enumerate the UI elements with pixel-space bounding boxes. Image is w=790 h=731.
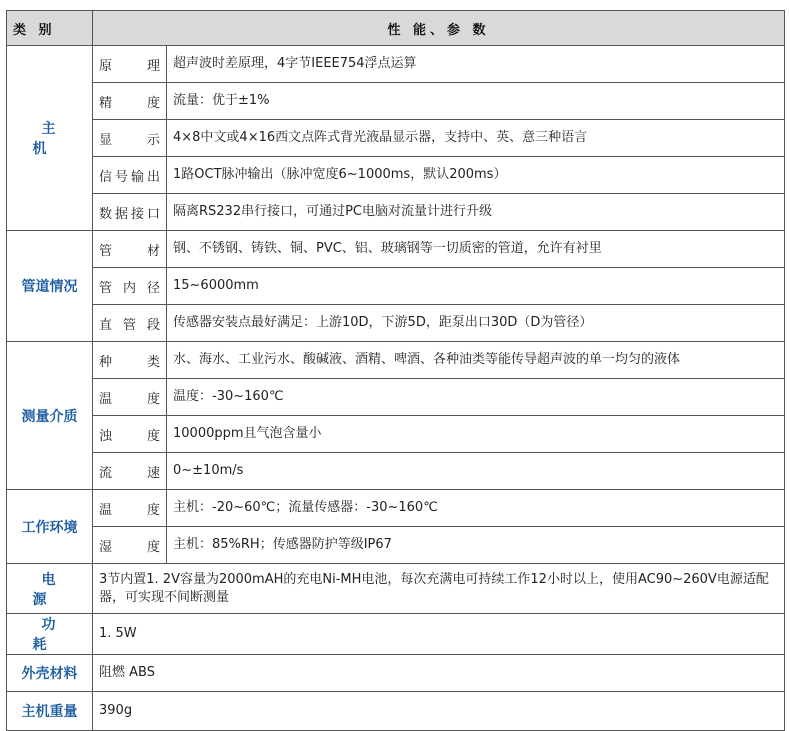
spec-table	[6, 10, 785, 731]
row-value: 钢、不锈钢、铸铁、铜、PVC、铝、玻璃钢等一切质密的管道，允许有衬里	[167, 231, 785, 268]
row-value: 1. 5W	[93, 614, 785, 655]
row-value: 温度：-30~160℃	[167, 379, 785, 416]
category-power: 电 源	[7, 564, 93, 614]
row-value: 1路OCT脉冲输出（脉冲宽度6~1000ms，默认200ms）	[167, 157, 785, 194]
category-consumption: 功 耗	[7, 614, 93, 655]
table-row	[7, 614, 785, 655]
row-label: 流速	[93, 453, 167, 490]
row-label: 温度	[93, 490, 167, 527]
row-value: 隔离RS232串行接口，可通过PC电脑对流量计进行升级	[167, 194, 785, 231]
header-category: 类 别	[7, 11, 93, 46]
category-host: 主 机	[7, 46, 93, 231]
table-row	[7, 305, 785, 342]
spec-table-wrapper	[6, 10, 784, 731]
table-row	[7, 564, 785, 614]
row-value: 390g	[93, 692, 785, 731]
row-value: 0~±10m/s	[167, 453, 785, 490]
table-row	[7, 655, 785, 692]
table-row	[7, 527, 785, 564]
row-label: 直管段	[93, 305, 167, 342]
table-row	[7, 157, 785, 194]
category-weight: 主机重量	[7, 692, 93, 731]
header-params: 性 能、参 数	[93, 11, 785, 46]
row-value: 流量：优于±1%	[167, 83, 785, 120]
table-row	[7, 342, 785, 379]
row-label: 精度	[93, 83, 167, 120]
category-medium: 测量介质	[7, 342, 93, 490]
table-header-row	[7, 11, 785, 46]
table-row	[7, 194, 785, 231]
row-label: 种类	[93, 342, 167, 379]
table-row	[7, 416, 785, 453]
row-value: 15~6000mm	[167, 268, 785, 305]
row-value: 阻燃 ABS	[93, 655, 785, 692]
category-housing: 外壳材料	[7, 655, 93, 692]
table-row	[7, 120, 785, 157]
row-value: 4×8中文或4×16西文点阵式背光液晶显示器，支持中、英、意三种语言	[167, 120, 785, 157]
row-value: 传感器安装点最好满足：上游10D，下游5D，距泵出口30D（D为管径）	[167, 305, 785, 342]
table-row	[7, 453, 785, 490]
row-label: 信号输出	[93, 157, 167, 194]
table-row	[7, 490, 785, 527]
table-row	[7, 379, 785, 416]
table-row	[7, 231, 785, 268]
row-value: 3节内置1. 2V容量为2000mAH的充电Ni-MH电池，每次充满电可持续工作12小时以上，使用AC90~260V电源适配器，可实现不间断测量	[93, 564, 785, 614]
table-row	[7, 46, 785, 83]
category-environment: 工作环境	[7, 490, 93, 564]
row-label: 原理	[93, 46, 167, 83]
row-label: 显示	[93, 120, 167, 157]
row-label: 数据接口	[93, 194, 167, 231]
row-value: 主机：-20~60℃；流量传感器：-30~160℃	[167, 490, 785, 527]
category-pipe: 管道情况	[7, 231, 93, 342]
row-value: 主机：85%RH；传感器防护等级IP67	[167, 527, 785, 564]
row-value: 水、海水、工业污水、酸碱液、酒精、啤酒、各种油类等能传导超声波的单一均匀的液体	[167, 342, 785, 379]
table-row	[7, 268, 785, 305]
row-label: 温度	[93, 379, 167, 416]
row-label: 浊度	[93, 416, 167, 453]
row-value: 10000ppm且气泡含量小	[167, 416, 785, 453]
table-row	[7, 692, 785, 731]
table-row	[7, 83, 785, 120]
row-value: 超声波时差原理，4字节IEEE754浮点运算	[167, 46, 785, 83]
row-label: 湿度	[93, 527, 167, 564]
row-label: 管材	[93, 231, 167, 268]
row-label: 管内径	[93, 268, 167, 305]
